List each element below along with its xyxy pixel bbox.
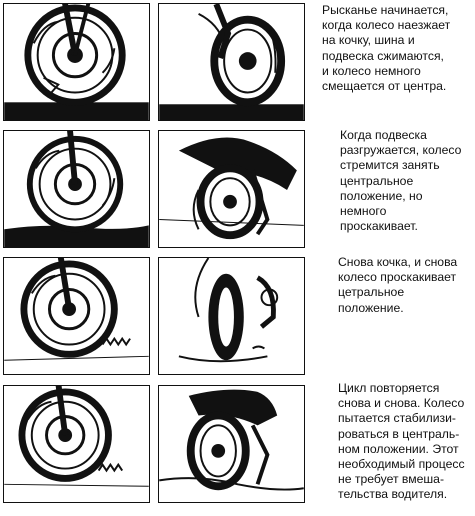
row4-front-panel: [158, 385, 305, 503]
caption-line: Когда подвеска: [340, 128, 427, 142]
row2-side-panel: [3, 130, 150, 248]
row4-side-illustration: [4, 386, 149, 502]
caption-line: ном положении. Этот: [338, 441, 459, 456]
caption-line: когда колесо наезжает: [322, 18, 451, 33]
row1-front-panel: [158, 3, 305, 121]
caption-line: Рысканье начинается,: [322, 3, 449, 17]
caption-line: немного: [340, 204, 387, 219]
row2-front-illustration: [159, 131, 304, 247]
caption-line: проскакивает.: [340, 219, 418, 234]
caption-line: колесо проскакивает: [338, 270, 457, 285]
caption-line: роваться в централь-: [338, 426, 460, 441]
caption-line: центральное: [340, 173, 414, 188]
caption-line: снова и снова. Колесо: [338, 396, 465, 411]
row3-front-panel: [158, 257, 305, 375]
caption-line: Снова кочка, и снова: [338, 255, 458, 269]
caption-line: на кочку, шина и: [322, 33, 415, 48]
caption-line: разгружается, колесо: [340, 143, 462, 158]
row1-side-panel: [3, 3, 150, 121]
caption-line: положение.: [338, 300, 404, 315]
row4-front-illustration: [159, 386, 304, 502]
caption-line: пытается стабилизи-: [338, 411, 456, 426]
caption-1: [322, 3, 450, 94]
row1-side-illustration: [4, 4, 149, 120]
caption-4: [338, 381, 465, 503]
caption-2: [340, 128, 461, 234]
row2-side-illustration: [4, 131, 149, 247]
caption-line: стремится занять: [340, 158, 440, 173]
row4-side-panel: [3, 385, 150, 503]
caption-line: Цикл повторяется: [338, 381, 440, 395]
caption-line: положение, но: [340, 188, 423, 203]
caption-line: смещается от центра.: [322, 79, 447, 94]
row2-front-panel: [158, 130, 305, 248]
row3-side-illustration: [4, 258, 149, 374]
row3-front-illustration: [159, 258, 304, 374]
caption-line: цетральное: [338, 285, 405, 300]
caption-line: и колесо немного: [322, 63, 421, 78]
caption-line: не требует вмеша-: [338, 472, 445, 487]
caption-line: подвеска сжимаются,: [322, 48, 444, 63]
caption-3: [338, 255, 457, 316]
caption-line: необходимый процесс: [338, 457, 465, 472]
row1-front-illustration: [159, 4, 304, 120]
caption-line: тельства водителя.: [338, 487, 448, 502]
row3-side-panel: [3, 257, 150, 375]
